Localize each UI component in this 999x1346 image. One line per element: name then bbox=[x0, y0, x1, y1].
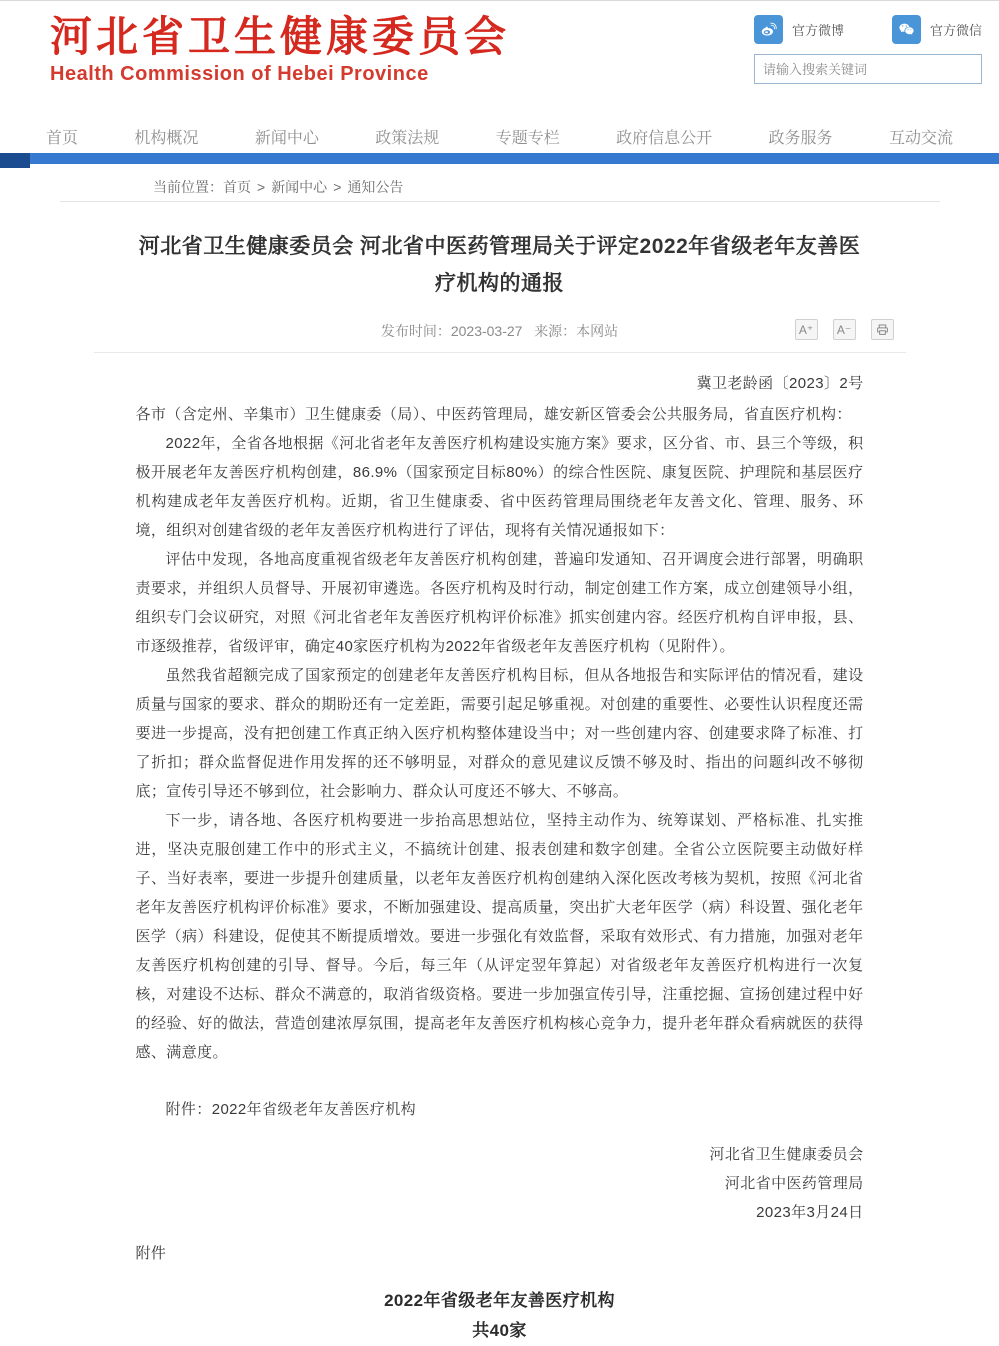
article-title: 河北省卫生健康委员会 河北省中医药管理局关于评定2022年省级老年友善医疗机构的通报 bbox=[138, 235, 861, 295]
salutation: 各市（含定州、辛集市）卫生健康委（局）、中医药管理局，雄安新区管委会公共服务局，省直医疗机构： bbox=[135, 406, 852, 423]
site-subtitle: Health Commission of Hebei Province bbox=[50, 63, 429, 85]
nav-item-gov-info[interactable]: 政府信息公开 bbox=[616, 129, 713, 147]
breadcrumb bbox=[60, 164, 940, 202]
site-logo[interactable] bbox=[50, 13, 510, 86]
nav-item-gov-service[interactable]: 政务服务 bbox=[768, 129, 833, 147]
site-header bbox=[0, 1, 999, 119]
nav-item-policy[interactable]: 政策法规 bbox=[375, 129, 440, 147]
breadcrumb-home[interactable]: 首页 bbox=[223, 178, 251, 195]
signature-date: 2023年3月24日 bbox=[756, 1204, 864, 1221]
paragraph-1: 2022年，全省各地根据《河北省老年友善医疗机构建设实施方案》要求，区分省、市、县三个等级，积极开展老年友善医疗机构创建，86.9%（国家预定目标80%）的综合性医院、康复医院、护理院和基层医疗机构建成老年友善医疗机构。近期，省卫生健康委、省中医药管理局围绕老年友善文化、管理、服务、环境，组织对创建省级的老年友善医疗机构进行了评估，现将有关情况通报如下： bbox=[135, 435, 864, 539]
site-title: 河北省卫生健康委员会 bbox=[50, 13, 511, 60]
source-value: 本网站 bbox=[576, 323, 619, 339]
article bbox=[94, 228, 906, 1346]
paragraph-2: 评估中发现，各地高度重视省级老年友善医疗机构创建，普遍印发通知、召开调度会进行部署，明确职责要求，并组织人员督导、开展初审遴选。各医疗机构及时行动，制定创建工作方案，成立创建领导小组，组织专门会议研究，对照《河北省老年友善医疗机构评价标准》抓实创建内容。经医疗机构自评申报，县、市逐级推荐，省级评审，确定40家医疗机构为2022年省级老年友善医疗机构（见附件）。 bbox=[135, 551, 864, 655]
printer-icon bbox=[876, 323, 889, 336]
wechat-label: 官方微信 bbox=[929, 23, 982, 38]
font-decrease-button[interactable]: A⁻ bbox=[833, 319, 856, 340]
wechat-icon bbox=[892, 15, 921, 44]
attachment-line: 附件：2022年省级老年友善医疗机构 bbox=[165, 1101, 417, 1118]
weibo-icon bbox=[754, 15, 783, 44]
search-input[interactable] bbox=[755, 55, 981, 83]
appendix-count: 共40家 bbox=[472, 1321, 527, 1340]
signature-block bbox=[136, 1140, 864, 1227]
document-body bbox=[94, 369, 906, 1346]
nav-item-special[interactable]: 专题专栏 bbox=[495, 129, 560, 147]
appendix-label: 附件 bbox=[135, 1245, 167, 1262]
breadcrumb-prefix: 当前位置： bbox=[153, 178, 223, 195]
breadcrumb-separator: > bbox=[333, 178, 342, 195]
paragraph-4: 下一步，请各地、各医疗机构要进一步抬高思想站位，坚持主动作为、统筹谋划、严格标准、扎实推进，坚决克服创建工作中的形式主义，不搞统计创建、报表创建和数字创建。全省公立医院要主动做好样子、当好表率，要进一步提升创建质量，以老年友善医疗机构创建纳入深化医改考核为契机，按照《河北省老年友善医疗机构评价标准》要求，不断加强建设、提高质量，突出扩大老年医学（病）科设置、强化老年医学（病）科建设，促使其不断提质增效。要进一步强化有效监督，采取有效形式、有力措施，加强对老年友善医疗机构创建的引导、督导。今后，每三年（从评定翌年算起）对省级老年友善医疗机构进行一次复核，对建设不达标、群众不满意的，取消省级资格。要进一步加强宣传引导，注重挖掘、宣扬创建过程中好的经验、好的做法，营造创建浓厚氛围，提高老年友善医疗机构核心竞争力，提升老年群众看病就医的获得感、满意度。 bbox=[135, 812, 864, 1061]
nav-item-home[interactable]: 首页 bbox=[46, 129, 79, 147]
main-nav bbox=[0, 119, 999, 153]
appendix-title: 2022年省级老年友善医疗机构 bbox=[384, 1291, 615, 1310]
nav-divider-bar bbox=[0, 153, 999, 164]
weibo-label: 官方微博 bbox=[792, 23, 845, 38]
print-button[interactable] bbox=[871, 319, 894, 340]
signature-org-1: 河北省卫生健康委员会 bbox=[709, 1146, 864, 1163]
article-meta bbox=[94, 318, 906, 344]
weibo-link[interactable] bbox=[754, 15, 844, 44]
nav-divider-bar-cap bbox=[0, 153, 30, 168]
site-search bbox=[754, 54, 982, 84]
signature-org-2: 河北省中医药管理局 bbox=[724, 1175, 864, 1192]
font-increase-button[interactable]: A⁺ bbox=[795, 319, 818, 340]
breadcrumb-notices[interactable]: 通知公告 bbox=[347, 178, 404, 195]
source-label: 来源： bbox=[534, 323, 577, 339]
paragraph-3: 虽然我省超额完成了国家预定的创建老年友善医疗机构目标，但从各地报告和实际评估的情况看，建设质量与国家的要求、群众的期盼还有一定差距，需要引起足够重视。对创建的重要性、必要性认识程度还需要进一步提高，没有把创建工作真正纳入医疗机构整体建设当中；对一些创建内容、创建要求降了标准、打了折扣；群众监督促进作用发挥的还不够明显，对群众的意见建议反馈不够及时、指出的问题纠改不够彻底；宣传引导还不够到位，社会影响力、群众认可度还不够大、不够高。 bbox=[135, 667, 864, 800]
nav-item-interaction[interactable]: 互动交流 bbox=[888, 129, 953, 147]
publish-time-label: 发布时间： bbox=[380, 323, 451, 339]
nav-item-about[interactable]: 机构概况 bbox=[134, 129, 199, 147]
breadcrumb-separator: > bbox=[257, 178, 266, 195]
nav-item-news[interactable]: 新闻中心 bbox=[254, 129, 319, 147]
publish-time-value: 2023-03-27 bbox=[450, 323, 523, 339]
document-number: 冀卫老龄函〔2023〕2号 bbox=[696, 375, 864, 392]
meta-divider bbox=[94, 352, 906, 353]
breadcrumb-news-center[interactable]: 新闻中心 bbox=[271, 178, 328, 195]
wechat-link[interactable] bbox=[892, 15, 982, 44]
